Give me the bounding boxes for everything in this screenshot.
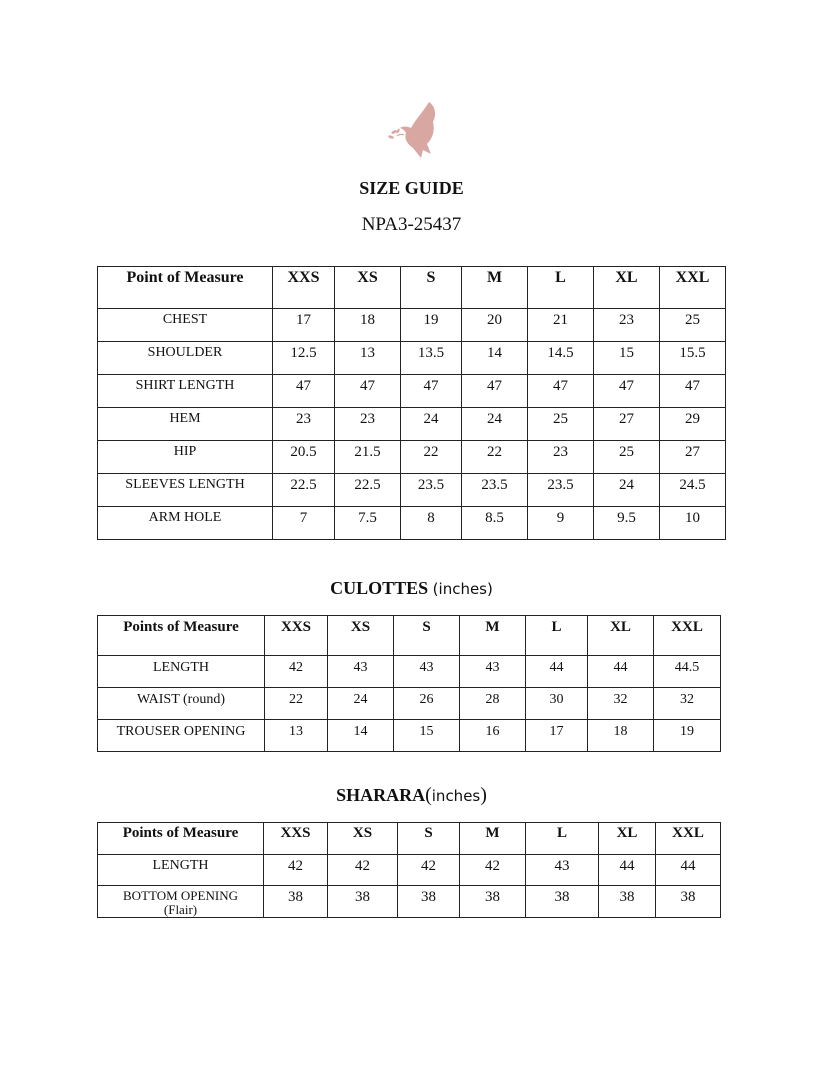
row-label: HEM (98, 408, 273, 441)
header-size-m: M (460, 616, 526, 656)
measurement-cell: 14 (462, 342, 528, 375)
measurement-cell: 28 (460, 688, 526, 720)
measurement-cell: 47 (401, 375, 462, 408)
measurement-cell: 47 (273, 375, 335, 408)
measurement-cell: 38 (398, 886, 460, 918)
measurement-cell: 23 (273, 408, 335, 441)
measurement-cell: 17 (273, 309, 335, 342)
measurement-cell: 16 (460, 720, 526, 752)
measurement-cell: 8 (401, 507, 462, 540)
measurement-cell: 9.5 (594, 507, 660, 540)
measurement-cell: 43 (526, 855, 599, 886)
sharara-heading (0, 784, 823, 807)
measurement-cell: 13 (335, 342, 401, 375)
header-size-xs: XS (335, 267, 401, 309)
measurement-cell: 23 (594, 309, 660, 342)
measurement-cell: 42 (398, 855, 460, 886)
product-code: NPA3-25437 (361, 214, 462, 235)
table-row (98, 886, 721, 918)
measurement-cell: 27 (594, 408, 660, 441)
table-header-row (98, 616, 721, 656)
measurement-cell: 44 (656, 855, 721, 886)
measurement-cell: 42 (328, 855, 398, 886)
measurement-cell: 23.5 (462, 474, 528, 507)
measurement-cell: 13.5 (401, 342, 462, 375)
sharara-table (97, 822, 721, 918)
measurement-cell: 14.5 (528, 342, 594, 375)
row-label: WAIST (round) (98, 688, 265, 720)
row-label: ARM HOLE (98, 507, 273, 540)
measurement-cell: 32 (588, 688, 654, 720)
measurement-cell: 42 (264, 855, 328, 886)
measurement-cell: 24.5 (660, 474, 726, 507)
measurement-cell: 14 (328, 720, 394, 752)
header-size-xxs: XXS (264, 823, 328, 855)
sharara-title: SHARARA (336, 785, 426, 805)
measurement-cell: 24 (462, 408, 528, 441)
header-size-xxl: XXL (660, 267, 726, 309)
measurement-cell: 18 (588, 720, 654, 752)
culottes-table (97, 615, 721, 752)
measurement-cell: 7 (273, 507, 335, 540)
header-size-xl: XL (594, 267, 660, 309)
measurement-cell: 23 (528, 441, 594, 474)
measurement-cell: 38 (264, 886, 328, 918)
measurement-cell: 26 (394, 688, 460, 720)
row-label: CHEST (98, 309, 273, 342)
header-size-l: L (526, 823, 599, 855)
table-row (98, 441, 726, 474)
measurement-cell: 30 (526, 688, 588, 720)
measurement-cell: 47 (335, 375, 401, 408)
measurement-cell: 10 (660, 507, 726, 540)
measurement-cell: 43 (394, 656, 460, 688)
row-label: LENGTH (98, 855, 264, 886)
measurement-cell: 24 (328, 688, 394, 720)
measurement-cell: 22.5 (335, 474, 401, 507)
header-point-of-measure: Points of Measure (98, 616, 265, 656)
measurement-cell: 38 (656, 886, 721, 918)
table-row (98, 342, 726, 375)
header-size-xxl: XXL (654, 616, 721, 656)
measurement-cell: 20 (462, 309, 528, 342)
table-row (98, 656, 721, 688)
row-label: SLEEVES LENGTH (98, 474, 273, 507)
header-size-l: L (528, 267, 594, 309)
measurement-cell: 47 (528, 375, 594, 408)
measurement-cell: 44 (599, 855, 656, 886)
row-label: HIP (98, 441, 273, 474)
header-size-xxs: XXS (273, 267, 335, 309)
measurement-cell: 47 (660, 375, 726, 408)
size-table (97, 266, 726, 540)
measurement-cell: 23.5 (401, 474, 462, 507)
measurement-cell: 22 (401, 441, 462, 474)
table-row (98, 507, 726, 540)
measurement-cell: 47 (594, 375, 660, 408)
table-row (98, 474, 726, 507)
measurement-cell: 24 (594, 474, 660, 507)
header-point-of-measure: Point of Measure (98, 267, 273, 309)
measurement-cell: 17 (526, 720, 588, 752)
table-row (98, 720, 721, 752)
culottes-heading (0, 578, 823, 599)
measurement-cell: 15.5 (660, 342, 726, 375)
measurement-cell: 38 (526, 886, 599, 918)
measurement-cell: 44.5 (654, 656, 721, 688)
header-size-m: M (462, 267, 528, 309)
page-title: SIZE GUIDE (359, 178, 464, 198)
measurement-cell: 20.5 (273, 441, 335, 474)
header-size-m: M (460, 823, 526, 855)
measurement-cell: 23.5 (528, 474, 594, 507)
measurement-cell: 22.5 (273, 474, 335, 507)
measurement-cell: 23 (335, 408, 401, 441)
measurement-cell: 25 (594, 441, 660, 474)
row-label: SHIRT LENGTH (98, 375, 273, 408)
table-row (98, 309, 726, 342)
table-header-row (98, 267, 726, 309)
measurement-cell: 8.5 (462, 507, 528, 540)
header-size-xl: XL (588, 616, 654, 656)
sharara-paren-open: ( (425, 784, 432, 806)
header-size-xxs: XXS (265, 616, 328, 656)
measurement-cell: 38 (460, 886, 526, 918)
measurement-cell: 42 (460, 855, 526, 886)
header-size-xl: XL (599, 823, 656, 855)
measurement-cell: 42 (265, 656, 328, 688)
measurement-cell: 27 (660, 441, 726, 474)
header-size-xs: XS (328, 823, 398, 855)
measurement-cell: 38 (328, 886, 398, 918)
measurement-cell: 13 (265, 720, 328, 752)
measurement-cell: 43 (328, 656, 394, 688)
table-row (98, 855, 721, 886)
table-row (98, 375, 726, 408)
measurement-cell: 21 (528, 309, 594, 342)
measurement-cell: 19 (654, 720, 721, 752)
measurement-cell: 29 (660, 408, 726, 441)
header-size-xxl: XXL (656, 823, 721, 855)
measurement-cell: 19 (401, 309, 462, 342)
measurement-cell: 44 (588, 656, 654, 688)
header-point-of-measure: Points of Measure (98, 823, 264, 855)
measurement-cell: 9 (528, 507, 594, 540)
measurement-cell: 22 (265, 688, 328, 720)
table-row (98, 408, 726, 441)
measurement-cell: 24 (401, 408, 462, 441)
header-size-l: L (526, 616, 588, 656)
row-label: BOTTOM OPENING (Flair) (98, 886, 264, 918)
measurement-cell: 44 (526, 656, 588, 688)
measurement-cell: 47 (462, 375, 528, 408)
sharara-paren-close: ) (480, 784, 487, 806)
measurement-cell: 32 (654, 688, 721, 720)
sharara-unit: inches (431, 787, 481, 805)
measurement-cell: 12.5 (273, 342, 335, 375)
table-row (98, 688, 721, 720)
dove-logo-icon (385, 98, 441, 162)
measurement-cell: 38 (599, 886, 656, 918)
measurement-cell: 25 (528, 408, 594, 441)
header-size-s: S (394, 616, 460, 656)
culottes-title: CULOTTES (330, 578, 429, 598)
measurement-cell: 22 (462, 441, 528, 474)
culottes-unit: (inches) (432, 580, 493, 598)
header-size-s: S (398, 823, 460, 855)
header-size-xs: XS (328, 616, 394, 656)
row-label: SHOULDER (98, 342, 273, 375)
measurement-cell: 25 (660, 309, 726, 342)
measurement-cell: 21.5 (335, 441, 401, 474)
row-label: LENGTH (98, 656, 265, 688)
table-header-row (98, 823, 721, 855)
header-size-s: S (401, 267, 462, 309)
measurement-cell: 43 (460, 656, 526, 688)
measurement-cell: 15 (594, 342, 660, 375)
measurement-cell: 18 (335, 309, 401, 342)
measurement-cell: 7.5 (335, 507, 401, 540)
measurement-cell: 15 (394, 720, 460, 752)
row-label: TROUSER OPENING (98, 720, 265, 752)
